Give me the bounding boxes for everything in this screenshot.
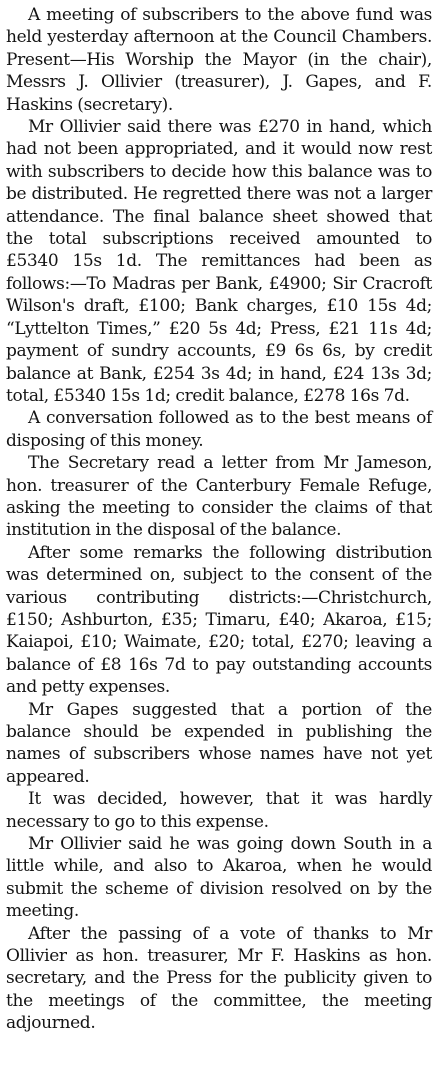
paragraph-ollivier-south: Mr Ollivier said he was going down South in a little while, and also to Akaroa, when he would submit the scheme of division resolved on by the meeting.: [6, 834, 432, 922]
paragraph-refuge-letter: The Secretary read a letter from Mr Jameson, hon. treasurer of the Canterbury Female Refuge, asking the meeting to consider the claims of that institution in the disposal of the balance.: [6, 453, 432, 541]
paragraph-adjournment: After the passing of a vote of thanks to Mr Ollivier as hon. treasurer, Mr F. Haskins as hon. secretary, and the Press for the publicity given to the meetings of the committee, the meeting adjourned.: [6, 923, 432, 1034]
paragraph-meeting-intro: A meeting of subscribers to the above fund was held yesterday afternoon at the Council Chambers. Present—His Worship the Mayor (in the chair), Messrs J. Ollivier (treasurer), J. Gapes, and F. Haskins (secretary).: [6, 5, 432, 115]
paragraph-distribution: After some remarks the following distribution was determined on, subject to the consent of the various contributing districts:—Christchurch, £150; Ashburton, £35; Timaru, £40; Akaroa, £15; Kaiapoi, £10; Waimate, £20; total, £270; leaving a balance of £8 16s 7d to pay outstanding accounts and petty expenses.: [6, 542, 432, 698]
paragraph-gapes-suggestion: Mr Gapes suggested that a portion of the balance should be expended in publishing the names of subscribers whose names have not yet appeared.: [6, 699, 432, 787]
paragraph-decision: It was decided, however, that it was hardly necessary to go to this expense.: [6, 789, 432, 832]
paragraph-conversation: A conversation followed as to the best means of disposing of this money.: [6, 408, 432, 451]
paragraph-balance-sheet: Mr Ollivier said there was £270 in hand, which had not been appropriated, and it would now rest with subscribers to decide how this balance was to be distributed. He regretted there was not a larger attendance. The final balance sheet showed that the total subscriptions received amounted to £5340 15s 1d. The remittances had been as follows:—To Madras per Bank, £4900; Sir Cracroft Wilson's draft, £100; Bank charges, £10 15s 4d; “Lyttelton Times,” £20 5s 4d; Press, £21 11s 4d; payment of sundry accounts, £9 6s 6s, by credit balance at Bank, £254 3s 4d; in hand, £24 13s 3d; total, £5340 15s 1d; credit balance, £278 16s 7d.: [6, 117, 432, 406]
